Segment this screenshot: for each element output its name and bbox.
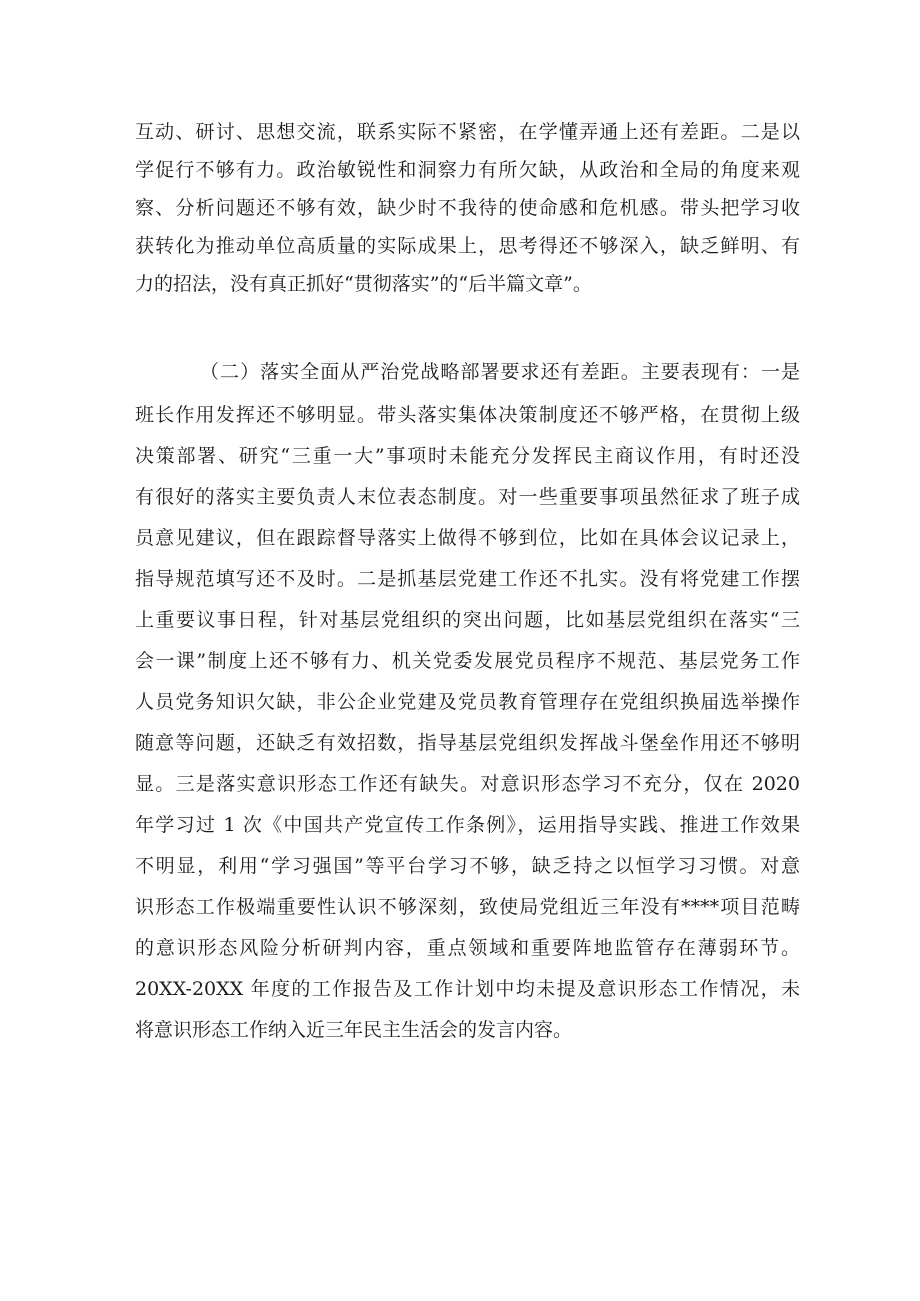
paragraph-2-line-13: 不明显，利用“学习强国”等平台学习不够，缺乏持之以恒学习习惯。对意	[135, 855, 800, 877]
paragraph-2-line-1: （二）落实全面从严治党战略部署要求还有差距。主要表现有：一是	[200, 361, 800, 383]
paragraph-2-line-7: 上重要议事日程，针对基层党组织的突出问题，比如基层党组织在落实“三	[135, 609, 800, 631]
paragraph-2-line-4: 有很好的落实主要负责人末位表态制度。对一些重要事项虽然征求了班子成	[135, 486, 800, 508]
paragraph-2-line-9: 人员党务知识欠缺，非公企业党建及党员教育管理存在党组织换届选举操作	[135, 691, 800, 713]
paragraph-2-line-17: 将意识形态工作纳入近三年民主生活会的发言内容。	[135, 1019, 573, 1041]
paragraph-2-line-12: 年学习过 1 次《中国共产党宣传工作条例》，运用指导实践、推进工作效果	[135, 814, 800, 836]
paragraph-2-line-2: 班长作用发挥还不够明显。带头落实集体决策制度还不够严格，在贯彻上级	[135, 404, 800, 426]
paragraph-2-line-11: 显。三是落实意识形态工作还有缺失。对意识形态学习不充分，仅在 2020	[135, 773, 800, 795]
paragraph-2-line-10: 随意等问题，还缺乏有效招数，指导基层党组织发挥战斗堡垒作用还不够明	[135, 732, 800, 754]
paragraph-1-line-5: 力的招法，没有真正抓好“贯彻落实”的“后半篇文章”。	[135, 273, 592, 295]
paragraph-1-line-1: 互动、研讨、思想交流，联系实际不紧密，在学懂弄通上还有差距。二是以	[135, 121, 800, 143]
paragraph-2-line-3: 决策部署、研究“三重一大”事项时未能充分发挥民主商议作用，有时还没	[135, 445, 800, 467]
paragraph-2-line-6: 指导规范填写还不及时。二是抓基层党建工作还不扎实。没有将党建工作摆	[135, 568, 800, 590]
paragraph-2-line-8: 会一课”制度上还不够有力、机关党委发展党员程序不规范、基层党务工作	[135, 650, 800, 672]
paragraph-2-line-14: 识形态工作极端重要性认识不够深刻，致使局党组近三年没有****项目范畴	[135, 896, 800, 918]
paragraph-2-line-16: 20XX-20XX 年度的工作报告及工作计划中均未提及意识形态工作情况，未	[135, 978, 800, 1000]
paragraph-2-line-15: 的意识形态风险分析研判内容，重点领域和重要阵地监管存在薄弱环节。	[135, 937, 800, 959]
paragraph-1-line-2: 学促行不够有力。政治敏锐性和洞察力有所欠缺，从政治和全局的角度来观	[135, 159, 800, 181]
paragraph-2-line-5: 员意见建议，但在跟踪督导落实上做得不够到位，比如在具体会议记录上，	[135, 527, 800, 549]
paragraph-1-line-3: 察、分析问题还不够有效，缺少时不我待的使命感和危机感。带头把学习收	[135, 197, 800, 219]
paragraph-1-line-4: 获转化为推动单位高质量的实际成果上，思考得还不够深入，缺乏鲜明、有	[135, 235, 800, 257]
